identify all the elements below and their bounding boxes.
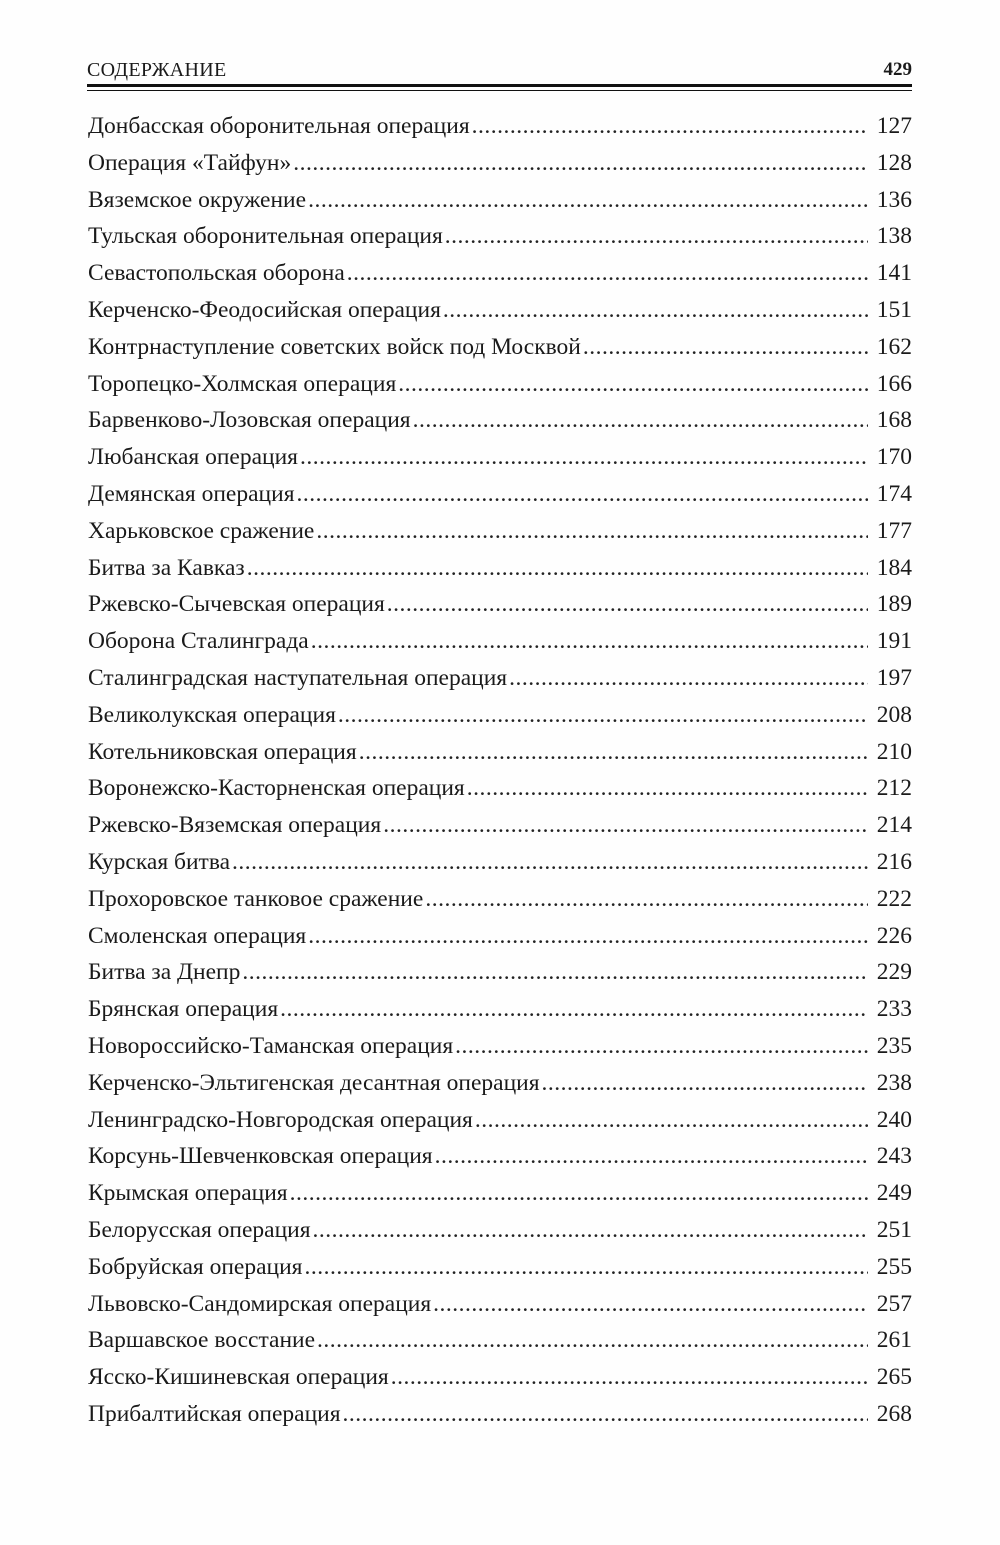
toc-entry	[88, 807, 912, 844]
toc-entry	[88, 366, 912, 403]
toc-dot-leader	[443, 292, 868, 329]
toc-dot-leader	[398, 366, 868, 403]
toc-entry-title: Брянская операция	[88, 996, 279, 1023]
toc-entry	[88, 402, 912, 439]
toc-entry-title: Сталинградская наступательная операция	[88, 664, 508, 691]
toc-dot-leader	[472, 108, 868, 145]
toc-entry	[88, 182, 912, 219]
toc-entry	[88, 513, 912, 550]
header-rule-thick	[87, 84, 912, 87]
toc-entry	[88, 476, 912, 513]
toc-entry	[88, 292, 912, 329]
toc-entry-page: 177	[876, 517, 912, 544]
toc-entry-page: 251	[876, 1216, 912, 1243]
running-header-title: СОДЕРЖАНИЕ	[87, 59, 227, 81]
toc-entry-page: 136	[876, 186, 912, 213]
toc-entry-title: Керченско-Эльтигенская десантная операция	[88, 1069, 540, 1096]
toc-entry-title: Курская битва	[88, 848, 231, 875]
toc-dot-leader	[317, 1322, 868, 1359]
toc-entry-page: 257	[876, 1290, 912, 1317]
toc-entry	[88, 1028, 912, 1065]
toc-dot-leader	[475, 1102, 868, 1139]
toc-entry-page: 235	[876, 1032, 912, 1059]
toc-entry	[88, 1396, 912, 1433]
toc-entry-title: Бобруйская операция	[88, 1253, 303, 1280]
toc-dot-leader	[425, 881, 868, 918]
toc-entry	[88, 108, 912, 145]
toc-entry-page: 189	[876, 591, 912, 618]
toc-entry-title: Донбасская оборонительная операция	[88, 113, 470, 139]
toc-entry-page: 243	[876, 1143, 912, 1170]
toc-dot-leader	[347, 255, 868, 292]
toc-dot-leader	[445, 218, 868, 255]
toc-entry-title: Корсунь-Шевченковская операция	[88, 1143, 433, 1170]
toc-entry-title: Харьковское сражение	[88, 517, 315, 544]
toc-entry-title: Керченско-Феодосийская операция	[88, 296, 441, 323]
toc-entry-page: 151	[876, 296, 912, 323]
toc-entry-title: Прибалтийская операция	[88, 1400, 341, 1427]
toc-entry-page: 268	[876, 1400, 912, 1427]
toc-entry	[88, 844, 912, 881]
header-rule-thin	[87, 90, 912, 91]
toc-dot-leader	[304, 1249, 868, 1286]
toc-entry-title: Котельниковская операция	[88, 738, 357, 765]
toc-dot-leader	[391, 1359, 868, 1396]
toc-entry-title: Великолукская операция	[88, 701, 336, 728]
toc-entry-page: 216	[876, 848, 912, 875]
toc-entry-page: 238	[876, 1069, 912, 1096]
toc-entry-page: 265	[876, 1364, 912, 1391]
toc-entry-title: Ясско-Кишиневская операция	[88, 1364, 389, 1391]
toc-entry-page: 229	[876, 959, 912, 986]
toc-entry	[88, 1322, 912, 1359]
toc-entry-page: 191	[876, 628, 912, 655]
toc-dot-leader	[383, 807, 868, 844]
toc-entry	[88, 439, 912, 476]
toc-entry	[88, 329, 912, 366]
toc-entry-title: Прохоровское танковое сражение	[88, 885, 424, 912]
toc-entry	[88, 770, 912, 807]
toc-entry-page: 128	[876, 149, 912, 176]
toc-entry	[88, 1102, 912, 1139]
toc-entry-title: Оборона Сталинграда	[88, 628, 309, 655]
toc-dot-leader	[293, 145, 868, 182]
toc-entry-page: 168	[876, 407, 912, 434]
running-header	[87, 52, 912, 84]
toc-entry	[88, 1065, 912, 1102]
toc-entry-title: Барвенково-Лозовская операция	[88, 407, 411, 434]
toc-dot-leader	[509, 660, 868, 697]
toc-entry-title: Любанская операция	[88, 444, 298, 471]
toc-entry-page: 141	[876, 260, 912, 287]
toc-dot-leader	[343, 1396, 868, 1433]
toc-entry	[88, 145, 912, 182]
toc-dot-leader	[542, 1065, 868, 1102]
toc-entry	[88, 1175, 912, 1212]
toc-entry-page: 127	[876, 113, 912, 139]
toc-entry-title: Варшавское восстание	[88, 1327, 316, 1354]
toc-entry-title: Воронежско-Касторненская операция	[88, 775, 465, 802]
toc-entry	[88, 918, 912, 955]
toc-entry-page: 212	[876, 775, 912, 802]
toc-entry-page: 174	[876, 480, 912, 507]
toc-entry	[88, 734, 912, 771]
toc-entry	[88, 1359, 912, 1396]
toc-entry	[88, 1212, 912, 1249]
toc-dot-leader	[338, 697, 868, 734]
toc-dot-leader	[433, 1286, 868, 1323]
toc-entry	[88, 991, 912, 1028]
toc-entry-page: 222	[876, 885, 912, 912]
toc-entry	[88, 954, 912, 991]
toc-entry-title: Ленинградско-Новгородская операция	[88, 1106, 473, 1133]
toc-entry-title: Контрнаступление советских войск под Москвой	[88, 333, 581, 360]
toc-entry-title: Битва за Днепр	[88, 959, 241, 986]
toc-entry	[88, 550, 912, 587]
toc-dot-leader	[467, 770, 868, 807]
toc-entry-page: 138	[876, 223, 912, 250]
toc-entry-title: Крымская операция	[88, 1180, 288, 1207]
toc-dot-leader	[359, 734, 868, 771]
toc-entry-page: 184	[876, 554, 912, 581]
toc-entry-title: Ржевско-Сычевская операция	[88, 591, 385, 618]
toc-entry-title: Ржевско-Вяземская операция	[88, 812, 382, 839]
toc-entry	[88, 1249, 912, 1286]
toc-dot-leader	[387, 586, 868, 623]
toc-dot-leader	[583, 329, 868, 366]
toc-entry-page: 197	[876, 664, 912, 691]
toc-entry-title: Операция «Тайфун»	[88, 149, 292, 176]
toc-dot-leader	[297, 476, 868, 513]
toc-dot-leader	[435, 1138, 868, 1175]
toc-entry	[88, 255, 912, 292]
toc-entry-title: Демянская операция	[88, 480, 295, 507]
toc-entry-title: Львовско-Сандомирская операция	[88, 1290, 432, 1317]
toc-entry-title: Битва за Кавказ	[88, 554, 245, 581]
toc-entry	[88, 1138, 912, 1175]
toc-entry	[88, 218, 912, 255]
toc-dot-leader	[308, 918, 868, 955]
toc-dot-leader	[280, 991, 868, 1028]
toc-dot-leader	[232, 844, 868, 881]
toc-entry-page: 166	[876, 370, 912, 397]
toc-entry-page: 214	[876, 812, 912, 839]
toc-entry-title: Смоленская операция	[88, 922, 307, 949]
toc-dot-leader	[311, 623, 868, 660]
toc-entry-page: 233	[876, 996, 912, 1023]
toc-entry-page: 226	[876, 922, 912, 949]
table-of-contents	[88, 108, 912, 1433]
toc-entry-page: 261	[876, 1327, 912, 1354]
toc-entry	[88, 623, 912, 660]
toc-entry-page: 255	[876, 1253, 912, 1280]
page-number: 429	[883, 59, 912, 80]
toc-entry	[88, 881, 912, 918]
toc-dot-leader	[313, 1212, 868, 1249]
toc-dot-leader	[242, 954, 868, 991]
toc-entry-page: 240	[876, 1106, 912, 1133]
toc-entry-title: Белорусская операция	[88, 1216, 311, 1243]
toc-dot-leader	[290, 1175, 868, 1212]
toc-entry-page: 170	[876, 444, 912, 471]
toc-dot-leader	[308, 182, 868, 219]
toc-dot-leader	[413, 402, 868, 439]
toc-entry-page: 162	[876, 333, 912, 360]
toc-dot-leader	[247, 550, 868, 587]
toc-entry	[88, 660, 912, 697]
toc-dot-leader	[316, 513, 868, 550]
toc-entry	[88, 586, 912, 623]
toc-entry-title: Вяземское окружение	[88, 186, 307, 213]
toc-entry-page: 249	[876, 1180, 912, 1207]
toc-entry	[88, 1286, 912, 1323]
toc-entry-title: Севастопольская оборона	[88, 260, 345, 287]
toc-entry-title: Торопецко-Холмская операция	[88, 370, 397, 397]
toc-entry-page: 210	[876, 738, 912, 765]
toc-entry-title: Новороссийско-Таманская операция	[88, 1032, 454, 1059]
toc-entry-title: Тульская оборонительная операция	[88, 223, 443, 250]
toc-entry	[88, 697, 912, 734]
toc-dot-leader	[455, 1028, 868, 1065]
toc-dot-leader	[300, 439, 868, 476]
toc-entry-page: 208	[876, 701, 912, 728]
